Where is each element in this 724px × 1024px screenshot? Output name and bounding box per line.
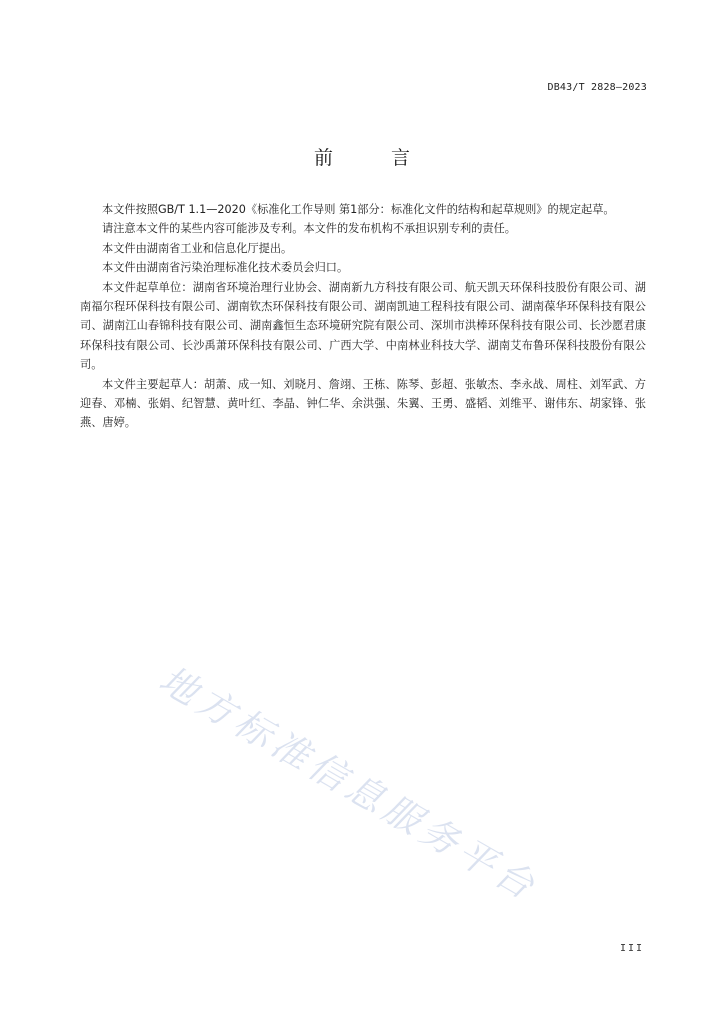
page-title: 前 言: [313, 147, 437, 169]
paragraph-drafting-units: 本文件起草单位：湖南省环境治理行业协会、湖南新九方科技有限公司、航天凯天环保科技股份有限公司、湖南福尔程环保科技有限公司、湖南钦杰环保科技有限公司、湖南凯迪工程科技有限公司、湖南葆华环保科技有限公司、湖南江山春锦科技有限公司、湖南鑫恒生态环境研究院有限公司、深圳市洪棒环保科技有限公司、长沙愿君康环保科技有限公司、长沙禹萧环保科技有限公司、广西大学、中南林业科技大学、湖南艾布鲁环保科技股份有限公司。: [80, 280, 646, 372]
watermark-text: 地方标准信息服务平台: [152, 657, 546, 911]
paragraph-patent-notice: 请注意本文件的某些内容可能涉及专利。本文件的发布机构不承担识别专利的责任。: [102, 222, 516, 236]
paragraph-committee: 本文件由湖南省污染治理标准化技术委员会归口。: [102, 261, 349, 275]
document-code: DB43/T 2828—2023: [547, 82, 647, 93]
paragraph-drafters: 本文件主要起草人：胡萧、成一知、刘晓月、詹翊、王栋、陈琴、彭超、张敏杰、李永战、周柱、刘军武、方迎春、邓楠、张娟、纪智慧、黄叶红、李晶、钟仁华、余洪强、朱翼、王勇、盛韬、刘维平、谢伟东、胡家锋、张燕、唐婷。: [80, 377, 646, 430]
page-number: III: [619, 943, 644, 954]
foreword-body: [80, 200, 646, 433]
paragraph-drafting-basis: 本文件按照GB/T 1.1—2020《标准化工作导则 第1部分：标准化文件的结构和起草规则》的规定起草。: [102, 203, 615, 216]
paragraph-proposer: 本文件由湖南省工业和信息化厅提出。: [102, 241, 293, 255]
